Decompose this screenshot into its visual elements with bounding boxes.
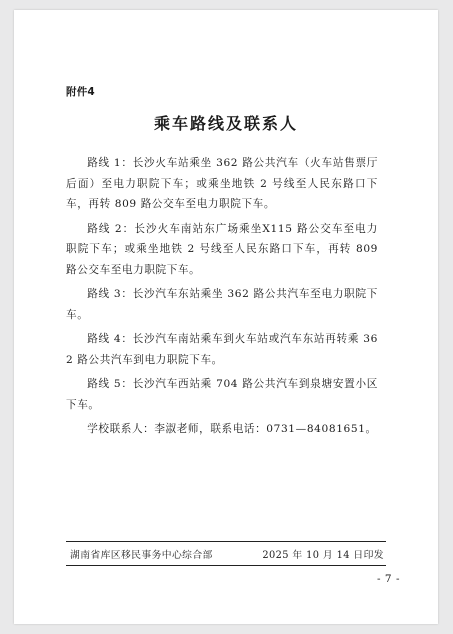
document-title: 乘车路线及联系人 <box>153 114 298 133</box>
document-page <box>14 10 438 624</box>
route-1-paragraph: 路线 1：长沙火车站乘坐 362 路公共汽车（火车站售票厅后面）至电力职院下车；或乘坐地铁 2 号线至人民东路口下车，再转 809 路公交车至电力职院下车。 <box>66 157 378 210</box>
footer-office: 湖南省库区移民事务中心综合部 <box>70 550 213 561</box>
document-body <box>66 153 378 444</box>
footer-top-rule <box>66 541 386 542</box>
route-5-paragraph: 路线 5：长沙汽车西站乘 704 路公共汽车到泉塘安置小区下车。 <box>66 378 378 411</box>
route-4-paragraph: 路线 4：长沙汽车南站乘车到火车站或汽车东站再转乘 362 路公共汽车到电力职院下车。 <box>66 333 378 366</box>
page-number: - 7 - <box>377 573 400 585</box>
route-3-paragraph: 路线 3：长沙汽车东站乘坐 362 路公共汽车至电力职院下车。 <box>66 288 378 321</box>
attachment-label: 附件4 <box>66 86 95 98</box>
footer-print-date: 2025 年 10 月 14 日印发 <box>262 550 384 561</box>
contact-paragraph: 学校联系人：李淑老师，联系电话：0731—84081651。 <box>87 423 377 435</box>
footer-bottom-rule <box>66 565 386 566</box>
route-2-paragraph: 路线 2：长沙火车南站东广场乘坐X115 路公交车至电力职院下车；或乘坐地铁 2 号线至人民东路口下车，再转 809 路公交车至电力职院下车。 <box>66 222 378 276</box>
